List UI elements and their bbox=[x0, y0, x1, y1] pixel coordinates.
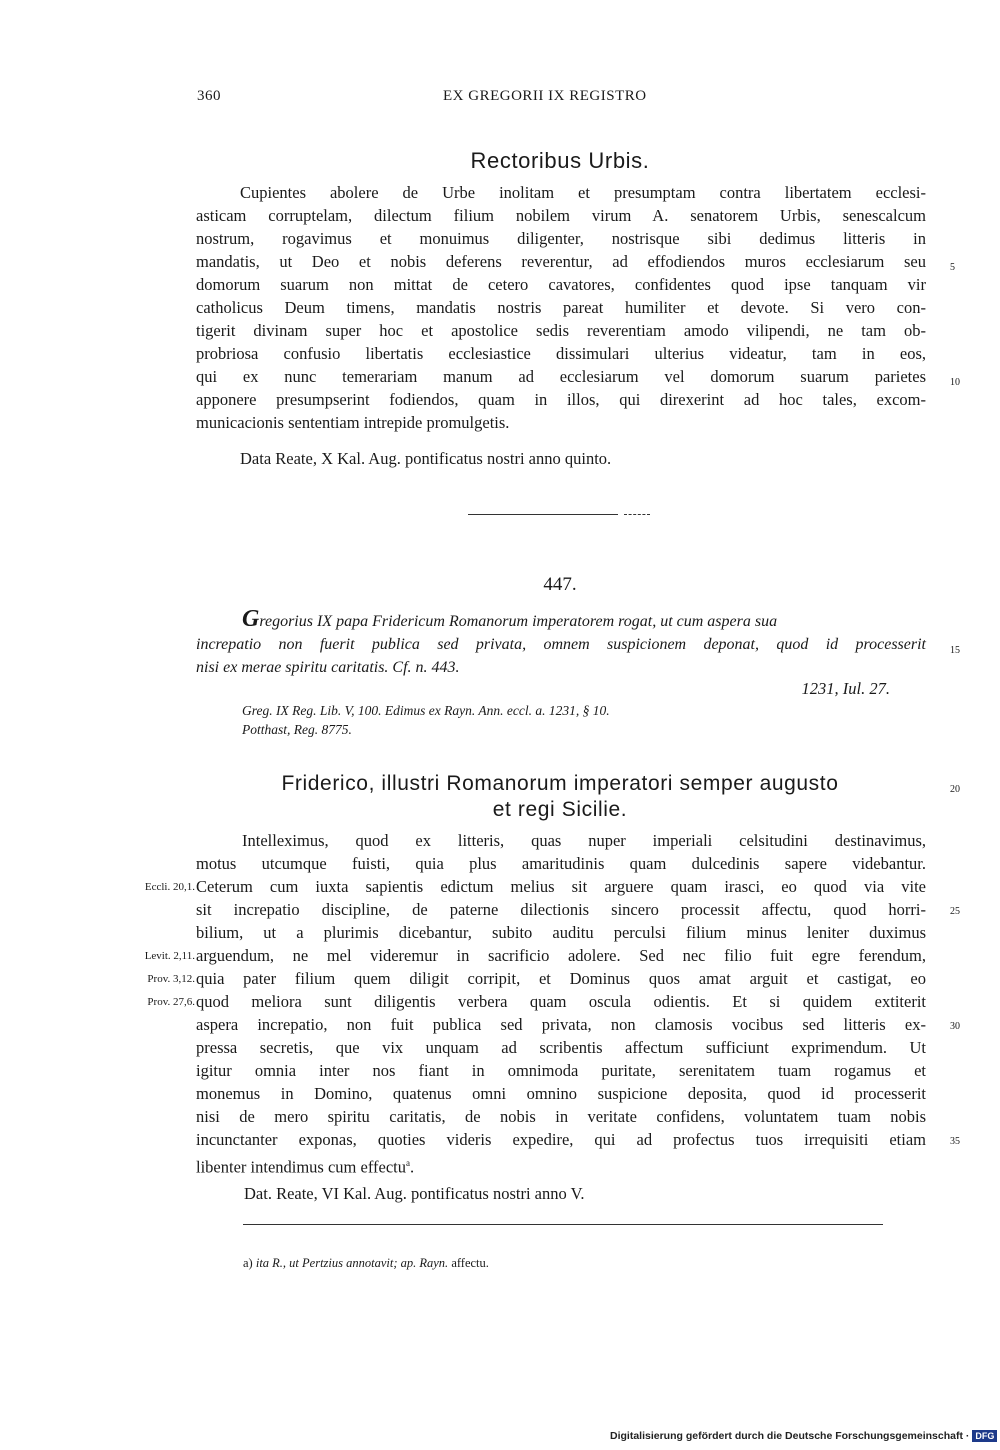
footnote-rule bbox=[243, 1224, 883, 1225]
entry-date: 1231, Iul. 27. bbox=[801, 679, 890, 698]
text-line: probriosa confusio libertatis ecclesiastice dissimulari ulterius videatur, tam in eos, bbox=[196, 344, 926, 363]
text-line: domorum suarum non mittat de cetero cavatores, confidentes quod ipse tanquam vir bbox=[196, 275, 926, 294]
text-line: motus utcumque fuisti, quia plus amaritudinis quam dulcedinis sapere videbantur. bbox=[196, 854, 926, 873]
summary-line: nisi ex merae spiritu caritatis. Cf. n. 443. bbox=[196, 659, 460, 676]
section-divider-tail bbox=[624, 514, 650, 515]
entry-number: 447. bbox=[543, 574, 577, 595]
line-number: 5 bbox=[950, 262, 955, 273]
text-line: pressa secretis, que vix unquam ad scribentis affectum sufficiunt exprimendum. Ut bbox=[196, 1038, 926, 1057]
margin-reference: Levit. 2,11. bbox=[144, 950, 195, 962]
text-line: sit increpatio discipline, de paterne dilectionis sincero processit affectu, quod horri- bbox=[196, 900, 926, 919]
text-line: Cupientes abolere de Urbe inolitam et presumptam contra libertatem ecclesi- bbox=[240, 183, 926, 202]
text-line: nisi de mero spiritu caritatis, de nobis in veritate confidens, voluntatem tuam nobis bbox=[196, 1107, 926, 1126]
summary-line: increpatio non fuerit publica sed privata, omnem suspicionem deponat, quod id processerit bbox=[196, 636, 926, 653]
dating-line: Dat. Reate, VI Kal. Aug. pontificatus nostri anno V. bbox=[244, 1184, 585, 1203]
text-line: arguendum, ne mel videremur in sacrificio adolere. Sed nec filio fuit egre ferendum, bbox=[196, 946, 926, 965]
text-line: quod meliora sunt diligentis verbera quam oscula odientis. Et si quidem extiterit bbox=[196, 992, 926, 1011]
line-number: 35 bbox=[950, 1136, 960, 1147]
line-number: 15 bbox=[950, 645, 960, 656]
footnote-mark: a) bbox=[243, 1256, 253, 1270]
text-line: asticam corruptelam, dilectum filium nobilem virum A. senatorem Urbis, senescalcum bbox=[196, 206, 926, 225]
summary-text: regorius IX papa Fridericum Romanorum imperatorem rogat, ut cum aspera sua bbox=[259, 613, 778, 630]
dating-line: Data Reate, X Kal. Aug. pontificatus nostri anno quinto. bbox=[240, 449, 612, 468]
text-line: aspera increpatio, non fuit publica sed privata, non clamosis vocibus sed litteris ex- bbox=[196, 1015, 926, 1034]
source-line: Greg. IX Reg. Lib. V, 100. Edimus ex Rayn. Ann. eccl. a. 1231, § 10. bbox=[242, 703, 610, 718]
footer-text: Digitalisierung gefördert durch die Deutsche Forschungsgemeinschaft · bbox=[610, 1430, 970, 1442]
text-line: apponere presumpserint fodiendos, quam in illos, qui direxerint ad hoc tales, excom- bbox=[196, 390, 926, 409]
initial-letter: G bbox=[242, 606, 260, 632]
text-line: qui ex nunc temerariam manum ad ecclesiarum vel domorum suarum parietes bbox=[196, 367, 926, 386]
text-line: mandatis, ut Deo et nobis deferens reverentur, ad effodiendos muros ecclesiarum seu bbox=[196, 252, 926, 271]
text-line: municacionis sententiam intrepide promulgetis. bbox=[196, 413, 510, 432]
section-divider bbox=[468, 514, 618, 515]
digitization-footer bbox=[610, 1430, 997, 1442]
line-number: 30 bbox=[950, 1021, 960, 1032]
margin-reference: Prov. 3,12. bbox=[147, 973, 195, 985]
footnote-marker: a bbox=[406, 1158, 411, 1168]
running-title: EX GREGORII IX REGISTRO bbox=[443, 88, 647, 104]
dfg-logo: DFG bbox=[972, 1430, 997, 1442]
text-line: monemus in Domino, quatenus omni omnino suspicione deposita, quod id processerit bbox=[196, 1084, 926, 1103]
text-line: quia pater filium quem diligit corripit, et Dominus quos amat arguit et castigat, eo bbox=[196, 969, 926, 988]
text-line: Ceterum cum iuxta sapientis edictum melius sit arguere quam irasci, eo quod via vite bbox=[196, 877, 926, 896]
text-line: incunctanter exponas, quoties videris expedire, qui ad profectus tuos irrequisiti etiam bbox=[196, 1130, 926, 1149]
text-line: bilium, ut a plurimis dicebantur, subito auditu perculsi filium minus leniter duximus bbox=[196, 923, 926, 942]
line-number: 20 bbox=[950, 784, 960, 795]
page-number: 360 bbox=[197, 88, 221, 104]
text-line-last: libenter intendimus cum effectu bbox=[196, 1157, 407, 1177]
source-line: Potthast, Reg. 8775. bbox=[242, 722, 352, 737]
text-line: Intelleximus, quod ex litteris, quas nuper imperiali celsitudini destinavimus, bbox=[242, 831, 926, 850]
footnote-italic: ita R., ut Pertzius annotavit; ap. Rayn. bbox=[255, 1256, 449, 1270]
summary-line bbox=[242, 608, 926, 633]
text-line: igitur omnia inter nos fiant in omnimoda puritate, serenitatem tuam rogamus et bbox=[196, 1061, 926, 1080]
margin-reference: Prov. 27,6. bbox=[147, 996, 195, 1008]
margin-reference: Eccli. 20,1. bbox=[144, 881, 195, 893]
letter-title-friderico: Friderico, illustri Romanorum imperatori semper augusto bbox=[281, 772, 839, 795]
line-number: 10 bbox=[950, 377, 960, 388]
footnote bbox=[243, 1256, 489, 1271]
text-line: nostrum, rogavimus et monuimus diligenter, nostrisque sibi dedimus litteris in bbox=[196, 229, 926, 248]
text-line: libenter intendimus cum effectu$^a$. bbox=[196, 1157, 415, 1177]
footnote-plain: affectu. bbox=[451, 1256, 489, 1270]
text-line: tigerit divinam super hoc et apostolice sedis reverentiam amodo vilipendi, ne tam ob- bbox=[196, 321, 926, 340]
text-line: catholicus Deum timens, mandatis nostris pareat humiliter et devote. Si vero con- bbox=[196, 298, 926, 317]
letter-title-friderico-cont: et regi Sicilie. bbox=[492, 798, 628, 821]
line-number: 25 bbox=[950, 906, 960, 917]
letter-title-rectoribus: Rectoribus Urbis. bbox=[470, 148, 650, 173]
